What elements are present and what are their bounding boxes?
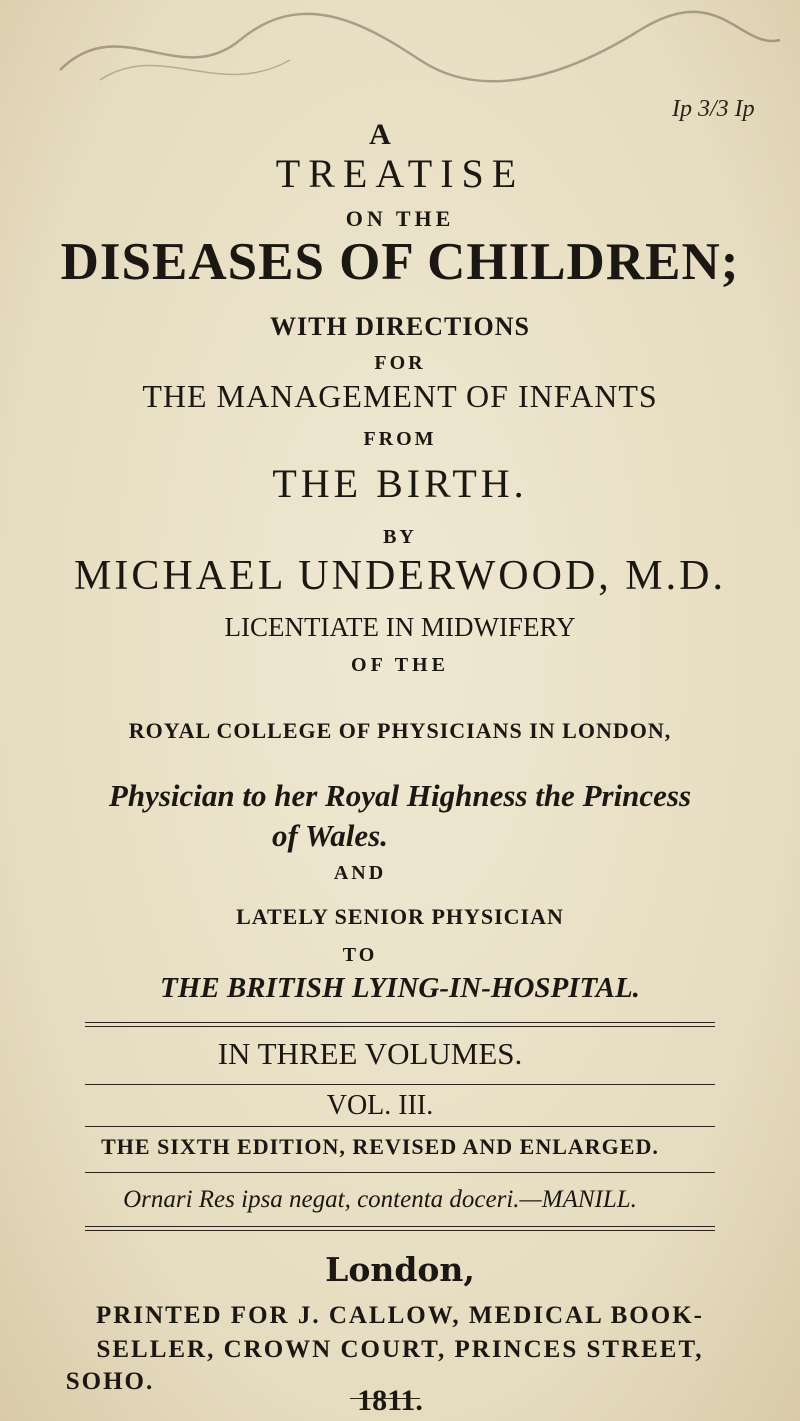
handwritten-signature	[40, 0, 800, 110]
imprint-city: London,	[325, 1250, 475, 1289]
author-of-wales: of Wales.	[272, 818, 388, 853]
volumes-count: IN THREE VOLUMES.	[217, 1036, 523, 1071]
imprint-printed-for: PRINTED FOR J. CALLOW, MEDICAL BOOK-	[96, 1302, 704, 1329]
imprint-soho: SOHO.	[65, 1368, 155, 1395]
author-name: MICHAEL UNDERWOOD, M.D.	[74, 553, 726, 599]
subtitle-birth: THE BIRTH.	[272, 461, 528, 506]
author-by: BY	[383, 526, 417, 548]
epigraph: Ornari Res ipsa negat, contenta doceri.—MANILL.	[123, 1186, 637, 1213]
subtitle-with-directions: WITH DIRECTIONS	[270, 312, 530, 341]
rule	[85, 1126, 715, 1127]
rule	[85, 1022, 715, 1027]
title-on-the: ON THE	[345, 206, 455, 231]
shelfmark: Ip 3/3 Ip	[672, 96, 755, 122]
imprint-seller: SELLER, CROWN COURT, PRINCES STREET,	[96, 1336, 704, 1363]
author-to: TO	[342, 944, 378, 966]
main-title: DISEASES OF CHILDREN;	[60, 233, 740, 291]
subtitle-from: FROM	[363, 428, 437, 450]
signature-flourish	[40, 0, 800, 110]
author-senior: LATELY SENIOR PHYSICIAN	[236, 904, 564, 929]
author-physician: Physician to her Royal Highness the Princess	[108, 778, 692, 813]
author-hospital: THE BRITISH LYING-IN-HOSPITAL.	[160, 972, 640, 1004]
rule	[85, 1172, 715, 1173]
rule	[85, 1084, 715, 1085]
author-licentiate: LICENTIATE IN MIDWIFERY	[224, 612, 576, 642]
rule	[85, 1226, 715, 1231]
edition: THE SIXTH EDITION, REVISED AND ENLARGED.	[101, 1134, 659, 1159]
volume-number: VOL. III.	[326, 1090, 434, 1121]
author-college: ROYAL COLLEGE OF PHYSICIANS IN LONDON,	[128, 718, 672, 743]
imprint-year: 1811.	[357, 1384, 423, 1417]
title-article: A	[369, 118, 391, 151]
author-and: AND	[333, 862, 387, 884]
subtitle-for: FOR	[374, 352, 426, 374]
subtitle-management: THE MANAGEMENT OF INFANTS	[142, 378, 658, 414]
author-of-the: OF THE	[351, 654, 449, 676]
title-word: TREATISE	[275, 151, 525, 196]
